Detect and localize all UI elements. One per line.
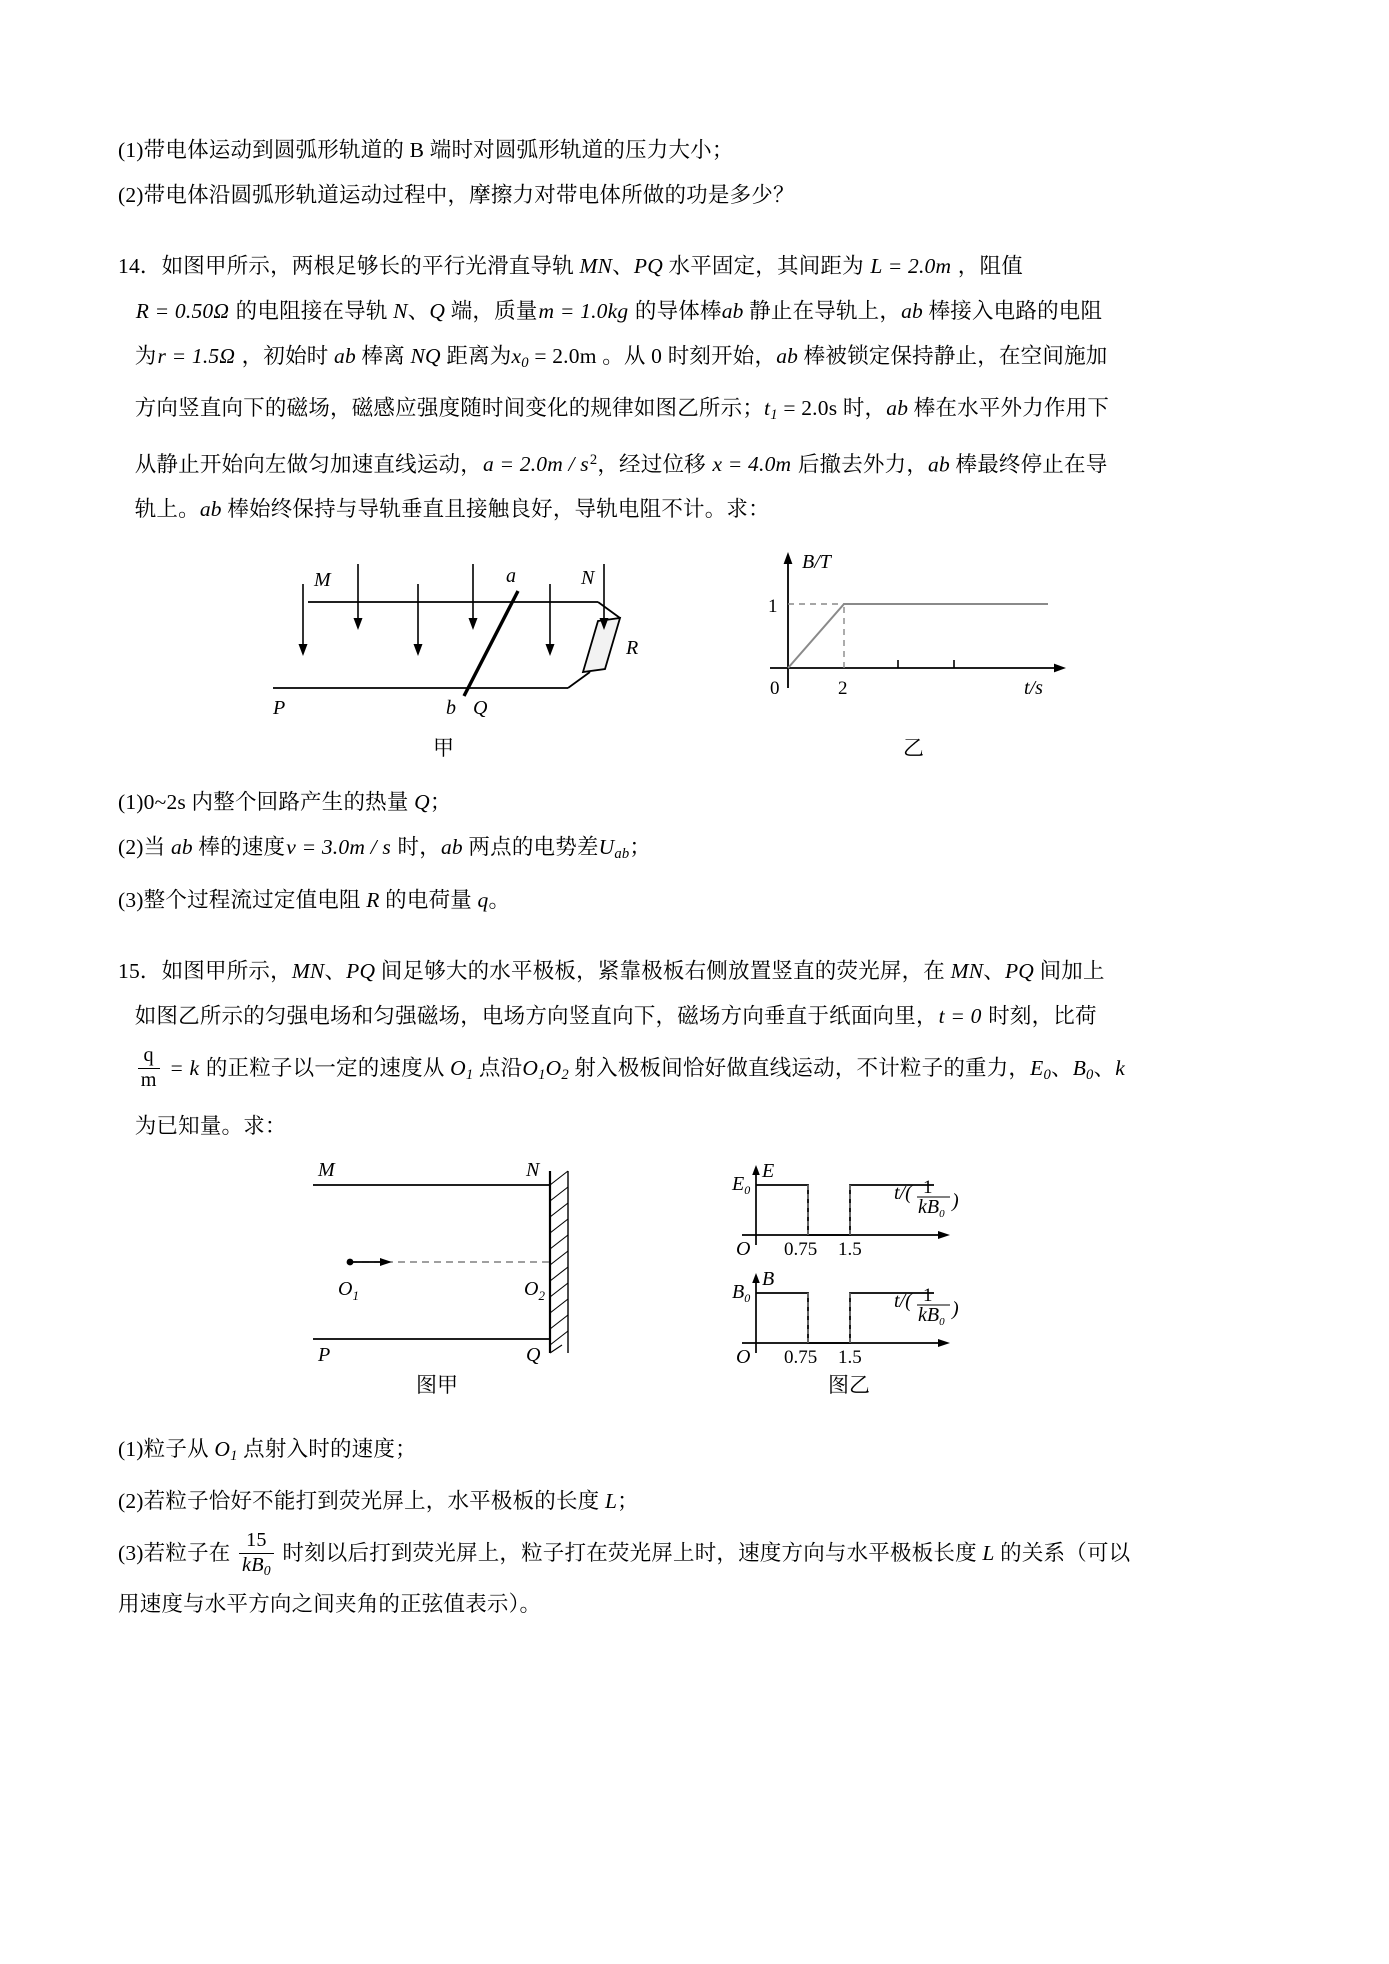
figure-q14-rail-diagram [268, 546, 688, 761]
q15-line-2 [118, 994, 1278, 1039]
plate-label-O1: $O_1$ [338, 1277, 359, 1303]
q14-l3-x-sub: 0 [521, 355, 529, 372]
q14-l2-m: m = 1.0kg [538, 299, 629, 323]
plate-label-O2: $O_2$ [524, 1277, 545, 1303]
q14-l3-NQ: NQ [410, 344, 441, 368]
b-graph-x-frac-num: 1 [923, 1284, 933, 1306]
q14-l2-l: 棒接入电路的电阻 [923, 299, 1103, 323]
figure-q15-left-caption: 图甲 [416, 1372, 458, 1397]
b-graph-x-frac-den: $kB_0$ [918, 1303, 945, 1328]
q14-sub2-ab2: ab [440, 835, 463, 860]
q15-sub3-frac-den [239, 1554, 274, 1579]
q15-sub-2 [118, 1479, 1278, 1524]
q14-line-6 [118, 487, 1278, 532]
q13-item-1 [118, 128, 1278, 173]
q14-l3-e: 棒离 [355, 344, 411, 368]
q15-sub1-O-sub: 1 [230, 1447, 238, 1464]
q15-l3-O2: O [545, 1055, 562, 1080]
b-graph-y-label: B [762, 1267, 775, 1290]
q14-l5-sup: 2 [589, 452, 598, 469]
q14-l6-c: 棒始终保持与导轨垂直且接触良好，导轨电阻不计。求： [221, 497, 770, 522]
q15-l4: 为已知量。求： [134, 1113, 287, 1138]
q14-sub3-R: R [366, 887, 380, 912]
q14-l2-ab2: ab [901, 299, 923, 323]
q14-sub2-e: 时， [391, 835, 441, 860]
q14-l3-l: 棒被锁定保持静止，在空间施加 [798, 344, 1108, 368]
rail-diagram-svg [268, 546, 688, 726]
q13-item-1-text: (1)带电体运动到圆弧形轨道的 B 端时对圆弧形轨道的压力大小； [118, 138, 734, 162]
b-graph-x-label-close: ) [952, 1297, 959, 1320]
q14-l1-L: L = 2.0m [870, 254, 952, 278]
q15-frac-den: m [140, 1069, 157, 1092]
b-graph-group [732, 1268, 959, 1368]
q14-l4-f: 棒在水平外力作用下 [908, 396, 1110, 421]
q14-l1-pq: PQ [633, 254, 663, 278]
figure-q14-right-caption: 乙 [903, 736, 924, 761]
q14-sub2-c: 棒的速度 [192, 835, 286, 860]
q14-l4-ab: ab [886, 396, 909, 421]
q14-l6-a: 轨上。 [134, 497, 200, 522]
q14-l2-Q: Q [429, 299, 446, 323]
q14-l2-b: 的电阻接在导轨 [230, 299, 394, 323]
q15-l3-O-sub: 1 [465, 1066, 474, 1083]
rail-label-a: a [506, 565, 516, 588]
q15-l3-g: 射入极板间恰好做直线运动，不计粒子的重力， [568, 1055, 1031, 1080]
e-graph-x-label: t/( [894, 1181, 912, 1204]
q15-sub3-fraction [239, 1529, 274, 1579]
e-graph-origin: O [736, 1237, 751, 1260]
q14-line-3 [118, 334, 1278, 386]
rail-label-Q: Q [473, 697, 488, 720]
q14-l5-x: x = 4.0m [712, 452, 792, 477]
q14-l1-g: ，阻值 [952, 254, 1023, 278]
q14-l4-t-sub: 1 [770, 407, 778, 424]
q15-sub3-b: 时刻以后打到荧光屏上，粒子打在荧光屏上时，速度方向与水平极板长度 [276, 1540, 983, 1565]
q14-line-1 [118, 244, 1278, 289]
q15-line-1 [118, 949, 1278, 994]
b-graph-tick-2: 1.5 [838, 1346, 862, 1368]
q15-sub3-d: 的关系（可以 [994, 1540, 1131, 1565]
q13-item-2 [118, 173, 1278, 218]
figure-q15-right-caption: 图乙 [828, 1372, 870, 1397]
plate-label-N: N [526, 1158, 540, 1181]
e-graph-x-frac-den: $kB_0$ [918, 1195, 945, 1220]
q15-sub1-a: (1)粒子从 [118, 1436, 215, 1461]
q15-l3-kk: k [1115, 1055, 1125, 1080]
q14-sub-3 [118, 878, 1278, 923]
q14-l2-N: N [393, 299, 408, 323]
q15-sub3-frac-den-b: 0 [263, 1562, 271, 1578]
q15-line-3 [118, 1039, 1278, 1104]
q15-l3-O2-sub: 2 [561, 1066, 569, 1083]
q15-l3-k2: 、 [1093, 1055, 1116, 1080]
q15-sub2-L: L [604, 1488, 618, 1513]
q14-sub1-c: ； [429, 790, 452, 815]
q13-item-2-text: (2)带电体沿圆弧形轨道运动过程中，摩擦力对带电体所做的功是多少？ [118, 183, 795, 207]
q15-l3-i: 、 [1050, 1055, 1073, 1080]
q14-sub2-i: ； [629, 835, 652, 860]
q14-l4-c: = 2.0s [777, 396, 838, 421]
q15-l1-PQ: PQ [346, 958, 376, 983]
q14-sub3-c: 的电荷量 [379, 887, 478, 912]
bt-graph-origin: 0 [770, 678, 780, 700]
q14-sub3-e: 。 [488, 887, 511, 912]
field-graphs-svg [718, 1159, 1058, 1373]
q14-l6-ab: ab [199, 497, 222, 522]
q15-l3-B: B [1072, 1055, 1087, 1080]
q15-l3-E: E [1030, 1055, 1044, 1080]
e-graph-x-frac-num: 1 [923, 1176, 933, 1198]
plate-label-Q: Q [526, 1343, 541, 1366]
q15-sub-1 [118, 1427, 1278, 1479]
q14-l2-f: 端，质量 [445, 299, 538, 323]
q14-l5-a: 从静止开始向左做匀加速直线运动， [134, 452, 482, 477]
q15-number: 15． [118, 958, 162, 983]
q14-l5-ab: ab [928, 452, 950, 477]
q14-l3-r: r = 1.5Ω [157, 344, 236, 368]
q15-l3-O: O [450, 1055, 466, 1080]
q14-l1-mn: MN [579, 254, 613, 278]
bt-graph-x-tick: 2 [838, 678, 848, 700]
q15-sub3-a: (3)若粒子在 [118, 1540, 237, 1565]
q14-l3-x: x [511, 344, 522, 368]
q15-l2-c: 时刻，比荷 [982, 1003, 1097, 1028]
plate-label-M: M [318, 1158, 335, 1181]
q15-l3-O1: O [522, 1055, 539, 1080]
q15-sub3-frac-num: 15 [239, 1529, 274, 1554]
q15-l1-i: 间加上 [1034, 958, 1105, 983]
q14-l2-R: R = 0.50Ω [135, 299, 230, 323]
figure-q15 [118, 1158, 1278, 1397]
q14-sub3-q: q [477, 887, 489, 912]
q14-sub2-U-sub: ab [614, 846, 630, 863]
q14-sub2-g: 两点的电势差 [462, 835, 599, 860]
rail-label-b: b [446, 697, 456, 720]
q15-sub-3 [118, 1524, 1278, 1582]
q14-l4-t: t [764, 396, 771, 421]
q14-l2-j: 静止在导轨上， [743, 299, 902, 323]
q15-sub-3-cont [118, 1582, 1278, 1627]
page-content [118, 128, 1278, 1627]
q15-l2-t0: t = 0 [938, 1003, 982, 1028]
q15-sub1-c: 点射入时的速度； [237, 1436, 417, 1461]
q14-line-2 [118, 289, 1278, 334]
b-graph-y-value: $B_0$ [732, 1280, 751, 1305]
q14-l5-g: 棒最终停止在导 [949, 452, 1108, 477]
q15-l1-g: 、 [983, 958, 1005, 983]
q14-l3-ab2: ab [776, 344, 799, 368]
q15-ratio-fraction [138, 1044, 160, 1093]
q15-l3-B-sub: 0 [1086, 1066, 1094, 1083]
q15-sub2-c: ； [617, 1488, 639, 1513]
q14-line-4 [118, 386, 1278, 438]
q14-l5-c: ，经过位移 [597, 452, 712, 477]
figure-q15-plate-diagram [298, 1158, 698, 1397]
q15-sub3-frac-den-a: kB [242, 1553, 264, 1576]
q14-l2-d: 、 [407, 299, 430, 323]
q14-sub2-v: v = 3.0m / s [286, 835, 391, 860]
plate-diagram-svg [298, 1158, 698, 1373]
q14-l4-d: 时， [837, 396, 887, 421]
q14-l3-ab: ab [334, 344, 356, 368]
q14-l3-g: 距离为 [440, 344, 512, 368]
q14-sub2-ab: ab [170, 835, 193, 860]
q15-frac-num: q [138, 1044, 160, 1069]
rail-label-M: M [314, 569, 331, 592]
figure-q14-left-caption: 甲 [433, 736, 454, 761]
q15-sub3-e: 用速度与水平方向之间夹角的正弦值表示）。 [118, 1591, 542, 1616]
e-graph-y-label: E [762, 1159, 775, 1182]
figure-q15-field-graphs [718, 1159, 1058, 1397]
q14-sub2-U: U [598, 835, 615, 860]
q14-l3-i: = 2.0m [528, 344, 597, 368]
q14-sub1-Q: Q [414, 790, 430, 815]
e-graph-x-label-close: ) [952, 1189, 959, 1212]
q14-number: 14． [118, 254, 162, 278]
rail-label-N: N [581, 567, 595, 590]
q14-l4-a: 方向竖直向下的磁场，磁感应强度随时间变化的规律如图乙所示； [134, 396, 765, 421]
q15-l2-a: 如图乙所示的匀强电场和匀强磁场，电场方向竖直向下，磁场方向垂直于纸面向里， [134, 1003, 938, 1028]
bt-graph-y-tick: 1 [768, 596, 778, 618]
q14-l2-ab1: ab [721, 299, 744, 323]
bt-graph-svg [758, 546, 1098, 726]
q14-l1-a: 如图甲所示，两根足够长的平行光滑直导轨 [161, 254, 580, 278]
q15-line-4 [118, 1104, 1278, 1149]
q14-l3-c: ，初始时 [236, 344, 335, 368]
bt-graph-y-label: B/T [802, 551, 831, 574]
q15-sub2-a: (2)若粒子恰好不能打到荧光屏上，水平极板的长度 [118, 1488, 605, 1513]
bt-graph-x-label: t/s [1024, 677, 1043, 700]
q14-sub-1 [118, 780, 1278, 825]
b-graph-x-label: t/( [894, 1289, 912, 1312]
q14-l1-c: 、 [612, 254, 634, 278]
q14-l5-a-val: a = 2.0m / s [482, 452, 589, 477]
q14-l3-j: 。从 0 时刻开始， [596, 344, 777, 368]
q15-l3-k: = k [163, 1055, 200, 1080]
q15-sub3-L: L [982, 1540, 995, 1565]
q15-l3-E-sub: 0 [1043, 1066, 1051, 1083]
q15-l3-b: 的正粒子以一定的速度从 [200, 1055, 451, 1080]
q15-l1-MN: MN [291, 958, 325, 983]
q15-l3-d: 点沿 [473, 1055, 523, 1080]
q14-l1-e: 水平固定，其间距为 [662, 254, 870, 278]
q14-sub1-a: (1)0~2s 内整个回路产生的热量 [118, 790, 415, 815]
q14-sub2-a: (2)当 [118, 835, 171, 860]
figure-q14 [118, 546, 1278, 761]
figure-q14-bt-graph [758, 546, 1098, 761]
q14-l2-h: 的导体棒 [629, 299, 722, 323]
q14-sub3-a: (3)整个过程流过定值电阻 [118, 887, 367, 912]
q14-line-5 [118, 438, 1278, 487]
q14-l3-a: 为 [134, 344, 157, 368]
rail-label-R: R [626, 637, 639, 660]
e-graph-tick-2: 1.5 [838, 1238, 862, 1260]
e-graph-tick-1: 0.75 [784, 1238, 818, 1260]
plate-label-P: P [318, 1343, 331, 1366]
q15-sub1-O: O [214, 1436, 231, 1461]
q15-l1-a: 如图甲所示， [161, 958, 292, 983]
q15-l1-e: 间足够大的水平极板，紧靠极板右侧放置竖直的荧光屏，在 [375, 958, 951, 983]
q15-l1-c: 、 [324, 958, 347, 983]
rail-label-P: P [273, 697, 286, 720]
q14-l5-e: 后撤去外力， [792, 452, 929, 477]
b-graph-tick-1: 0.75 [784, 1346, 818, 1368]
q15-l1-MN2: MN [950, 958, 984, 983]
q15-l1-PQ2: PQ [1004, 958, 1035, 983]
e-graph-y-value: $E_0$ [732, 1172, 751, 1197]
b-graph-origin: O [736, 1345, 751, 1368]
q14-sub-2 [118, 825, 1278, 877]
q15-l3-O1-sub: 1 [538, 1066, 546, 1083]
e-graph-group [731, 1160, 959, 1260]
